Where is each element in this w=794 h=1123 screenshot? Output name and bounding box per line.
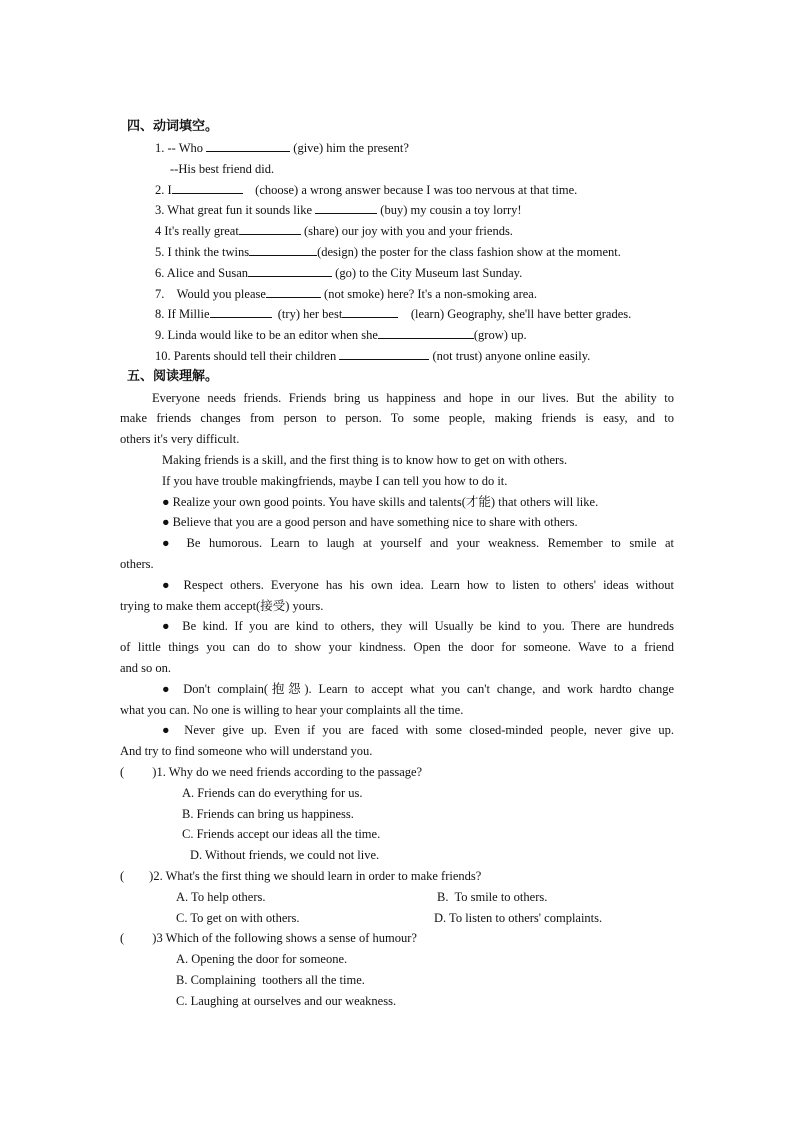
bullet-continuation: trying to make them accept(接受) yours. (120, 599, 324, 613)
mc-option: C. To get on with others. (176, 911, 300, 925)
passage-line: Everyone needs friends. Friends bring us happiness and hope in our lives. But the ability to (152, 391, 674, 405)
bullet-text: Don't complain(抱怨). Learn to accept what you can't change, and work hardto change (183, 682, 674, 696)
mc-question-1: ( )1. Why do we need friends according to the passage? (120, 765, 423, 779)
bullet-icon: ● (162, 578, 174, 592)
answer-blank[interactable] (206, 138, 290, 152)
bullet-continuation: what you can. No one is willing to hear your complaints all the time. (120, 703, 464, 717)
answer-blank[interactable] (210, 304, 272, 318)
q7-text: 7. Would you please (155, 287, 266, 301)
mc-option: B. Friends can bring us happiness. (182, 807, 354, 821)
q2-text: 2. I (155, 183, 172, 197)
bullet-continuation: others. (120, 557, 154, 571)
answer-blank[interactable] (315, 200, 377, 214)
bullet-continuation: and so on. (120, 661, 172, 675)
answer-blank[interactable] (339, 346, 429, 360)
q7-hint: (not smoke) here? It's a non-smoking area. (320, 287, 537, 301)
question-4 (155, 221, 513, 241)
bullet-text: Realize your own good points. You have skills and talents(才能) that others will like. (172, 495, 599, 509)
question-8 (155, 304, 631, 324)
mc-option: A. Opening the door for someone. (176, 952, 348, 966)
section5-heading: 五、阅读理解。 (127, 369, 219, 384)
q8-text: 8. If Millie (155, 307, 210, 321)
bullet-icon: ● (162, 536, 175, 550)
q2-hint: (choose) a wrong answer because I was too nervous at that time. (242, 183, 578, 197)
q9-text: 9. Linda would like to be an editor when she (155, 328, 378, 342)
bullet-continuation: And try to find someone who will understand you. (120, 744, 373, 758)
mc-option: D. To listen to others' complaints. (434, 911, 603, 925)
bullet-text: Never give up. Even if you are faced with some closed-minded people, never give up. (184, 723, 674, 737)
q5-hint: (design) the poster for the class fashion show at the moment. (317, 245, 621, 259)
mc-option: C. Friends accept our ideas all the time. (182, 827, 381, 841)
bullet-text: Believe that you are a good person and have something nice to share with others. (172, 515, 578, 529)
answer-blank[interactable] (239, 221, 301, 235)
answer-blank[interactable] (342, 304, 398, 318)
answer-blank[interactable] (248, 263, 332, 277)
question-3 (155, 200, 522, 220)
mc-option: A. To help others. (176, 890, 266, 904)
q4-hint: (share) our joy with you and your friends. (300, 224, 513, 238)
q3-hint: (buy) my cousin a toy lorry! (377, 203, 522, 217)
question-7 (155, 284, 537, 304)
section4-heading: 四、动词填空。 (127, 119, 219, 134)
bullet-icon: ● (162, 495, 170, 509)
q8-hint-2: (learn) Geography, she'll have better grades. (398, 307, 632, 321)
answer-blank[interactable] (172, 180, 243, 194)
bullet-item (162, 492, 598, 512)
passage-line: Making friends is a skill, and the first thing is to know how to get on with others. (162, 453, 568, 467)
answer-blank[interactable] (266, 284, 321, 298)
bullet-item (162, 679, 674, 699)
question-5 (155, 242, 621, 262)
q9-hint: (grow) up. (473, 328, 527, 342)
answer-blank[interactable] (378, 325, 474, 339)
bullet-icon: ● (162, 682, 174, 696)
question-6 (155, 263, 522, 283)
q6-text: 6. Alice and Susan (155, 266, 249, 280)
bullet-continuation: of little things you can do to show your kindness. Open the door for someone. Wave to a friend (120, 640, 674, 654)
passage-line: make friends changes from person to person. To some people, making friends is easy, and to (120, 411, 674, 425)
bullet-icon: ● (162, 515, 170, 529)
q1-text: 1. -- Who (155, 141, 207, 155)
mc-question-3: ( )3 Which of the following shows a sense of humour? (120, 931, 417, 945)
question-1-reply: --His best friend did. (170, 162, 275, 176)
bullet-text: Be kind. If you are kind to others, they will Usually be kind to you. There are hundreds (182, 619, 674, 633)
question-2 (155, 180, 577, 200)
mc-option: B. To smile to others. (437, 890, 548, 904)
mc-option: D. Without friends, we could not live. (190, 848, 380, 862)
passage-line: others it's very difficult. (120, 432, 240, 446)
bullet-item (162, 533, 674, 553)
bullet-item (162, 616, 674, 636)
q8-hint: (try) her best (271, 307, 343, 321)
bullet-item (162, 720, 674, 740)
q1-hint: (give) him the present? (290, 141, 409, 155)
mc-option: A. Friends can do everything for us. (182, 786, 363, 800)
bullet-text: Be humorous. Learn to laugh at yourself and your weakness. Remember to smile at (186, 536, 674, 550)
question-1 (155, 138, 409, 158)
mc-option: B. Complaining toothers all the time. (176, 973, 365, 987)
question-10 (155, 346, 590, 366)
q10-text: 10. Parents should tell their children (155, 349, 340, 363)
bullet-icon: ● (162, 723, 174, 737)
q10-hint: (not trust) anyone online easily. (429, 349, 591, 363)
bullet-item (162, 575, 674, 595)
q3-text: 3. What great fun it sounds like (155, 203, 316, 217)
q6-hint: (go) to the City Museum last Sunday. (332, 266, 523, 280)
answer-blank[interactable] (249, 242, 317, 256)
mc-question-2: ( )2. What's the first thing we should learn in order to make friends? (120, 869, 482, 883)
bullet-text: Respect others. Everyone has his own idea. Learn how to listen to others' ideas without (183, 578, 674, 592)
passage-line: If you have trouble makingfriends, maybe I can tell you how to do it. (162, 474, 508, 488)
q5-text: 5. I think the twins (155, 245, 250, 259)
q4-text: 4 It's really great (155, 224, 239, 238)
question-9 (155, 325, 527, 345)
bullet-icon: ● (162, 619, 173, 633)
mc-option: C. Laughing at ourselves and our weakness. (176, 994, 397, 1008)
bullet-item (162, 512, 578, 532)
